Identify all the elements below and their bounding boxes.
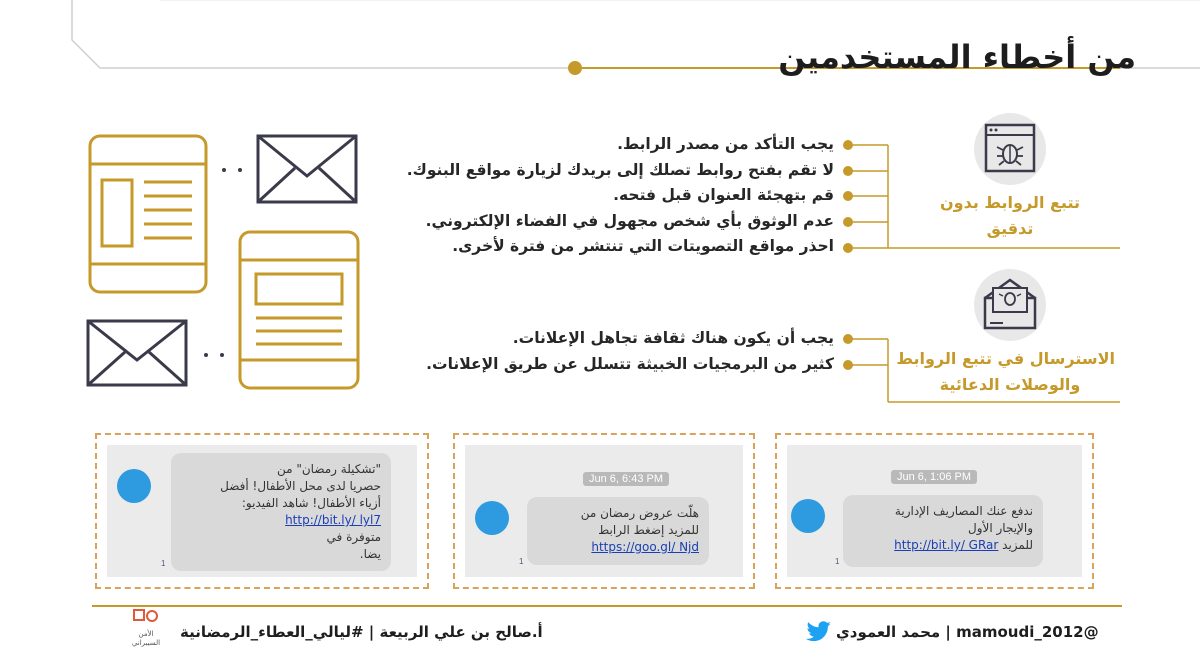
phone-icon	[240, 232, 358, 388]
avatar	[475, 501, 509, 535]
twitter-icon	[806, 621, 832, 643]
cyber-logo-icon	[130, 606, 170, 628]
bug-browser-icon	[973, 112, 1047, 186]
bullet-item: قم بتهجئة العنوان قبل فتحه.	[613, 186, 834, 204]
message-link[interactable]: http://bit.ly/ lyl7	[285, 513, 381, 527]
category-2-bullets	[426, 326, 834, 377]
envelope-icon	[258, 136, 356, 202]
category-2-label: الاسترسال في تتبع الروابط والوصلات الدعائية	[896, 349, 1115, 394]
phone-icon	[90, 136, 206, 292]
bullet-item: لا تقم بفتح روابط تصلك إلى بريدك لزيارة مواقع البنوك.	[406, 160, 834, 179]
sim-label: 1	[835, 557, 840, 566]
avatar	[791, 499, 825, 533]
message-date: Jun 6, 6:43 PM	[583, 472, 669, 486]
envelope-icon	[88, 321, 186, 385]
page-title: من أخطاء المستخدمين	[778, 38, 1136, 76]
message-link[interactable]: https://goo.gl/ Njd	[591, 540, 699, 554]
message-link[interactable]: http://bit.ly/ GRar	[894, 538, 999, 552]
bullet-item: يجب التأكد من مصدر الرابط.	[617, 135, 834, 153]
message-date: Jun 6, 1:06 PM	[891, 470, 977, 484]
footer-logo-text: الأمن السيبراني	[131, 630, 161, 647]
bug-envelope-icon	[973, 268, 1047, 342]
message-bubble: هلّت عروض رمضان من للمزيد إضغط الرابط https://goo.gl/ Njd	[527, 497, 709, 565]
footer-right-text: @mamoudi_2012 | محمد العمودي	[836, 623, 1099, 641]
footer-divider	[92, 605, 1122, 607]
avatar	[117, 469, 151, 503]
category-1-label: تتبع الروابط بدون تدقيق	[939, 193, 1080, 238]
sim-label: 1	[519, 557, 524, 566]
footer-left-text: أ.صالح بن علي الربيعة | #ليالي_العطاء_الرمضانية	[180, 623, 543, 641]
bullet-item: احذر مواقع التصويتات التي تنتشر من فترة لأخرى.	[452, 237, 834, 255]
sms-screenshot-1	[95, 433, 429, 589]
sms-screenshot-3	[775, 433, 1094, 589]
message-bubble: "تشكيلة رمضان" من حصريا لدى محل الأطفال! أفضل أزياء الأطفال! شاهد الفيديو: http://bit.ly/ lyl7 متوفرة في يضا.	[171, 453, 391, 571]
devices-illustration	[80, 128, 380, 408]
message-bubble: ندفع عنك المصاريف الإدارية والإيجار الأول للمزيد http://bit.ly/ GRar	[843, 495, 1043, 567]
sim-label: 1	[161, 559, 166, 568]
bullet-item: عدم الوثوق بأي شخص مجهول في الفضاء الإلكتروني.	[425, 211, 834, 230]
sms-screenshot-2	[453, 433, 755, 589]
category-1-bullets	[407, 132, 834, 260]
bullet-item: يجب أن يكون هناك ثقافة تجاهل الإعلانات.	[512, 329, 834, 347]
bullet-item: كثير من البرمجيات الخبيثة تتسلل عن طريق الإعلانات.	[426, 354, 834, 373]
